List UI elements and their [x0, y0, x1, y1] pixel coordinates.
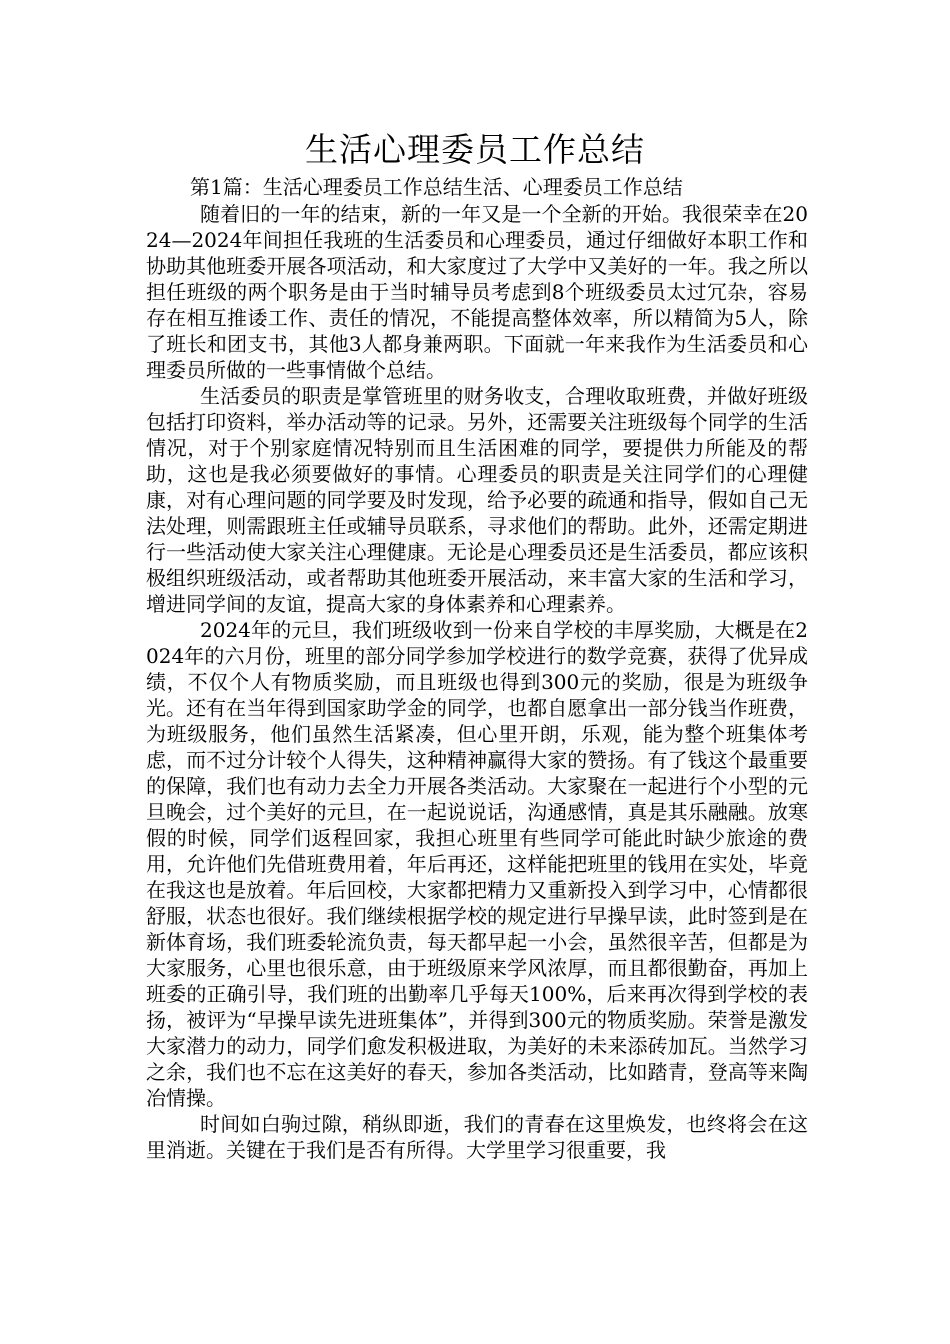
document-title: 生活心理委员工作总结 — [305, 130, 645, 169]
paragraph: 时间如白驹过隙，稍纵即逝，我们的青春在这里焕发，也终将会在这里消逝。关键在于我们是否有所得。大学里学习很重要，我 — [146, 1112, 808, 1162]
paragraph: 随着旧的一年的结束，新的一年又是一个全新的开始。我很荣幸在2024—2024年间担任我班的生活委员和心理委员，通过仔细做好本职工作和协助其他班委开展各项活动，和大家度过了大学中又美好的一年。我之所以担任班级的两个职务是由于当时辅导员考虑到8个班级委员太过冗杂，容易存在相互推诿工作、责任的情况，不能提高整体效率，所以精简为5人，除了班长和团支书，其他3人都身兼两职。下面就一年来我作为生活委员和心理委员所做的一些事情做个总结。 — [146, 202, 808, 382]
paragraph: 2024年的元旦，我们班级收到一份来自学校的丰厚奖励，大概是在2024年的六月份，班里的部分同学参加学校进行的数学竞赛，获得了优异成绩，不仅个人有物质奖励，而且班级也得到300元的奖励，很是为班级争光。还有在当年得到国家助学金的同学，也都自愿拿出一部分钱当作班费，为班级服务，他们虽然生活紧凑，但心里开朗，乐观，能为整个班集体考虑，而不过分计较个人得失，这种精神赢得大家的赞扬。有了钱这个最重要的保障，我们也有动力去全力开展各类活动。大家聚在一起进行个小型的元旦晚会，过个美好的元旦，在一起说说话，沟通感情，真是其乐融融。放寒假的时候，同学们返程回家，我担心班里有些同学可能此时缺少旅途的费用，允许他们先借班费用着，年后再还，这样能把班里的钱用在实处，毕竟在我这也是放着。年后回校，大家都把精力又重新投入到学习中，心情都很舒服，状态也很好。我们继续根据学校的规定进行早操早读，此时签到是在新体育场，我们班委轮流负责，每天都早起一小会，虽然很辛苦，但都是为大家服务，心里也很乐意，由于班级原来学风浓厚，而且都很勤奋，再加上班委的正确引导，我们班的出勤率几乎每天100%，后来再次得到学校的表扬，被评为“早操早读先进班集体”，并得到300元的物质奖励。荣誉是激发大家潜力的动力，同学们愈发积极进取，为美好的未来添砖加瓦。当然学习之余，我们也不忘在这美好的春天，参加各类活动，比如踏青，登高等来陶冶情操。 — [146, 618, 808, 1110]
paragraph: 生活委员的职责是掌管班里的财务收支，合理收取班费，并做好班级包括打印资料，举办活动等的记录。另外，还需要关注班级每个同学的生活情况，对于个别家庭情况特别而且生活困难的同学，要提供力所能及的帮助，这也是我必须要做好的事情。心理委员的职责是关注同学们的心理健康，对有心理问题的同学要及时发现，给予必要的疏通和指导，假如自己无法处理，则需跟班主任或辅导员联系，寻求他们的帮助。此外，还需定期进行一些活动使大家关注心理健康。无论是心理委员还是生活委员，都应该积极组织班级活动，或者帮助其他班委开展活动，来丰富大家的生活和学习，增进同学间的友谊，提高大家的身体素养和心理素养。 — [146, 384, 808, 616]
document-subtitle: 第1篇：生活心理委员工作总结生活、心理委员工作总结 — [190, 175, 683, 199]
document-body — [146, 201, 808, 1163]
